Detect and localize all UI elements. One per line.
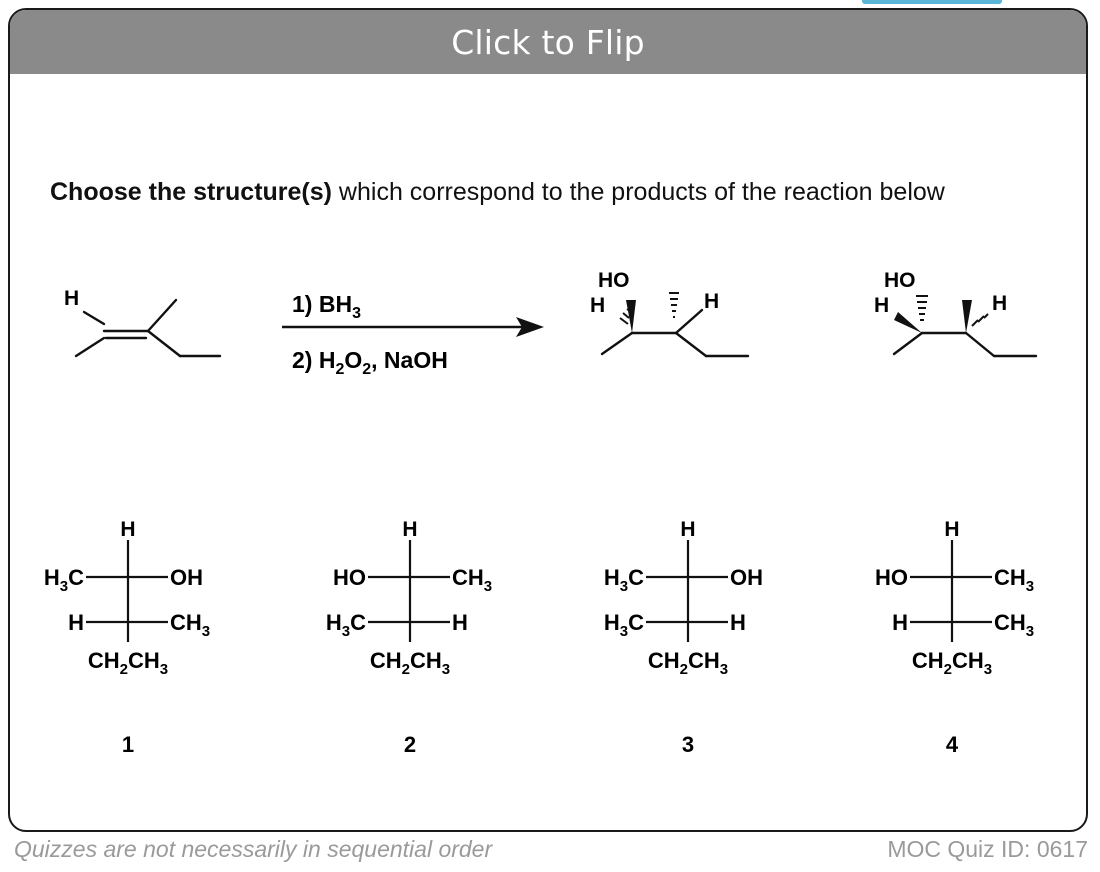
fischer-1-row1-right: OH (170, 565, 203, 590)
fischer-2-top: H (402, 518, 418, 541)
product-1-ho: HO (598, 269, 630, 292)
fischer-projections (44, 518, 1034, 757)
reaction-arrow (282, 317, 544, 337)
structure-number-3[interactable]: 3 (681, 732, 695, 757)
structure-number-4[interactable]: 4 (945, 732, 959, 757)
fischer-structure-3 (646, 540, 728, 642)
fischer-3-row1-right: OH (730, 565, 763, 590)
fischer-4-row1-left: HO (875, 565, 908, 590)
structure-number-2[interactable]: 2 (403, 732, 417, 757)
fischer-structure-4 (910, 540, 992, 642)
fischer-3-row1-left: $H_3C$ (603, 565, 644, 595)
question-rest: which correspond to the products of the reaction below (331, 178, 945, 206)
structure-number-1[interactable]: 1 (121, 732, 135, 757)
fischer-3-top: H (680, 518, 696, 541)
fischer-1-row2-right: $CH_3$ (170, 610, 211, 640)
fischer-structure-2 (368, 540, 450, 642)
fischer-4-top: H (944, 518, 960, 541)
fischer-1-top: H (120, 518, 136, 541)
fischer-3-row2-left: $H_3C$ (603, 610, 644, 640)
fischer-3-row2-right: H (730, 610, 746, 635)
product-1-structure (590, 269, 748, 356)
reactant-h-label: H (64, 287, 80, 310)
fischer-2-row2-left: $H_3C$ (325, 610, 366, 640)
fischer-2-bottom: $CH_2CH_3$ (369, 648, 451, 678)
fischer-2-row1-right: $CH_3$ (452, 565, 493, 595)
flip-label: Click to Flip (451, 22, 645, 62)
reactant-alkene (76, 300, 220, 356)
fischer-2-row1-left: HO (333, 565, 366, 590)
reagent-step-1: 1) $BH_3$ (292, 291, 361, 322)
fischer-2-row2-right: H (452, 610, 468, 635)
fischer-4-row2-right: $CH_3$ (994, 610, 1035, 640)
fischer-4-row1-right: $CH_3$ (994, 565, 1035, 595)
fischer-structure-1 (86, 540, 168, 642)
product-2-h-right: H (992, 292, 1008, 315)
fischer-1-row2-left: H (68, 610, 84, 635)
product-2-h-left: H (874, 294, 890, 317)
footer-note: Quizzes are not necessarily in sequential order (14, 836, 493, 862)
quiz-id: MOC Quiz ID: 0617 (887, 836, 1088, 862)
fischer-4-row2-left: H (892, 610, 908, 635)
product-1-h-left: H (590, 294, 606, 317)
product-2-structure (874, 269, 1036, 356)
fischer-4-bottom: $CH_2CH_3$ (911, 648, 993, 678)
fischer-1-bottom: $CH_2CH_3$ (87, 648, 169, 678)
fischer-3-bottom: $CH_2CH_3$ (647, 648, 729, 678)
product-2-ho: HO (884, 269, 916, 292)
product-1-h-right: H (704, 290, 720, 313)
question-bold: Choose the structure(s) (50, 178, 332, 206)
reagent-step-2: 2) $H_2O_2$, NaOH (292, 347, 448, 378)
fischer-1-row1-left: $H_3C$ (43, 565, 84, 595)
